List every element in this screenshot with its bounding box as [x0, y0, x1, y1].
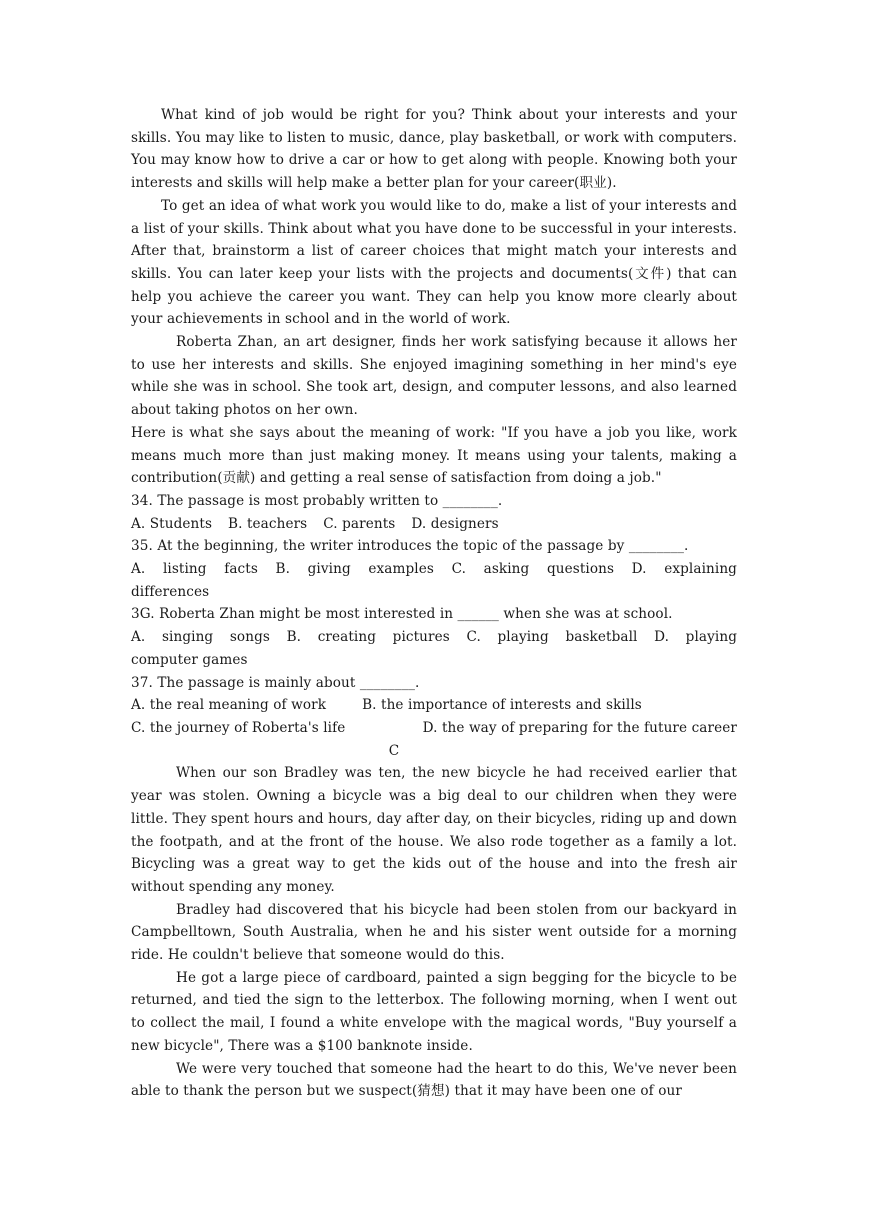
passage-paragraph: He got a large piece of cardboard, painted a sign begging for the bicycle to be returned, and tied the sign to the letterbox. The following morning, when I went out to collect the mail, I found a white envelope with the magical words, "Buy yourself a new bicycle", There was a $100 banknote inside.: [131, 969, 737, 1054]
option-c: C. parents: [323, 515, 396, 532]
passage-paragraph: When our son Bradley was ten, the new bicycle he had received earlier that year was stolen. Owning a bicycle was a big deal to our children when they were little. They spent hours and hours, day after day, on their bicycles, riding up and down the footpath, and at the front of the house. We also rode together as a family a lot. Bicycling was a great way to get the kids out of the house and into the fresh air without spending any money.: [131, 765, 737, 895]
option-line: differences: [131, 583, 210, 600]
option-d: D. the way of preparing for the future career: [422, 719, 737, 736]
passage-paragraph: We were very touched that someone had the heart to do this, We've never been able to thank the person but we suspect(猜想) that it may have been one of our: [131, 1060, 737, 1100]
option-a: A. the real meaning of work: [131, 697, 327, 714]
option-line: A. singing songs B. creating pictures C. playing basketball D. playing: [131, 629, 737, 646]
question-stem: 3G. Roberta Zhan might be most interested in ______ when she was at school.: [131, 606, 673, 623]
option-a: A. Students: [131, 515, 213, 532]
document-page: [131, 104, 737, 1103]
question-stem: 35. At the beginning, the writer introduces the topic of the passage by ________.: [131, 538, 689, 555]
passage-paragraph: Roberta Zhan, an art designer, finds her work satisfying because it allows her to use her interests and skills. She enjoyed imagining something in her mind's eye while she was in school. She took art, design, and computer lessons, and also learned about taking photos on her own.: [131, 334, 737, 419]
passage-paragraph: Bradley had discovered that his bicycle had been stolen from our backyard in Campbelltown, South Australia, when he and his sister went outside for a morning ride. He couldn't believe that someone would do this.: [131, 901, 737, 964]
passage-paragraph: What kind of job would be right for you? Think about your interests and your skills. You may like to listen to music, dance, play basketball, or work with computers. You may know how to drive a car or how to get along with people. Knowing both your interests and skills will help make a better plan for your career(职业).: [131, 107, 737, 192]
section-label: C: [388, 742, 400, 759]
option-row: [131, 694, 737, 717]
question-stem: 34. The passage is most probably written to ________.: [131, 492, 503, 509]
option-line: computer games: [131, 651, 248, 668]
question-stem: 37. The passage is mainly about ________.: [131, 674, 420, 691]
option-d: D. designers: [411, 515, 499, 532]
option-c: C. the journey of Roberta's life: [131, 719, 346, 736]
passage-paragraph: Here is what she says about the meaning of work: "If you have a job you like, work means much more than just making money. It means using your talents, making a contribution(贡献) and getting a real sense of satisfaction from doing a job.": [131, 424, 737, 487]
option-b: B. teachers: [228, 515, 308, 532]
option-line: A. listing facts B. giving examples C. asking questions D. explaining: [131, 561, 737, 578]
passage-paragraph: To get an idea of what work you would like to do, make a list of your interests and a list of your skills. Think about what you have done to be successful in your interests. After that, brainstorm a list of career choices that might match your interests and skills. You can later keep your lists with the projects and documents(文件) that can help you achieve the career you want. They can help you know more clearly about your achievements in school and in the world of work.: [131, 197, 737, 328]
option-row: [131, 717, 737, 740]
option-row: [131, 513, 737, 536]
option-b: B. the importance of interests and skills: [362, 697, 642, 714]
